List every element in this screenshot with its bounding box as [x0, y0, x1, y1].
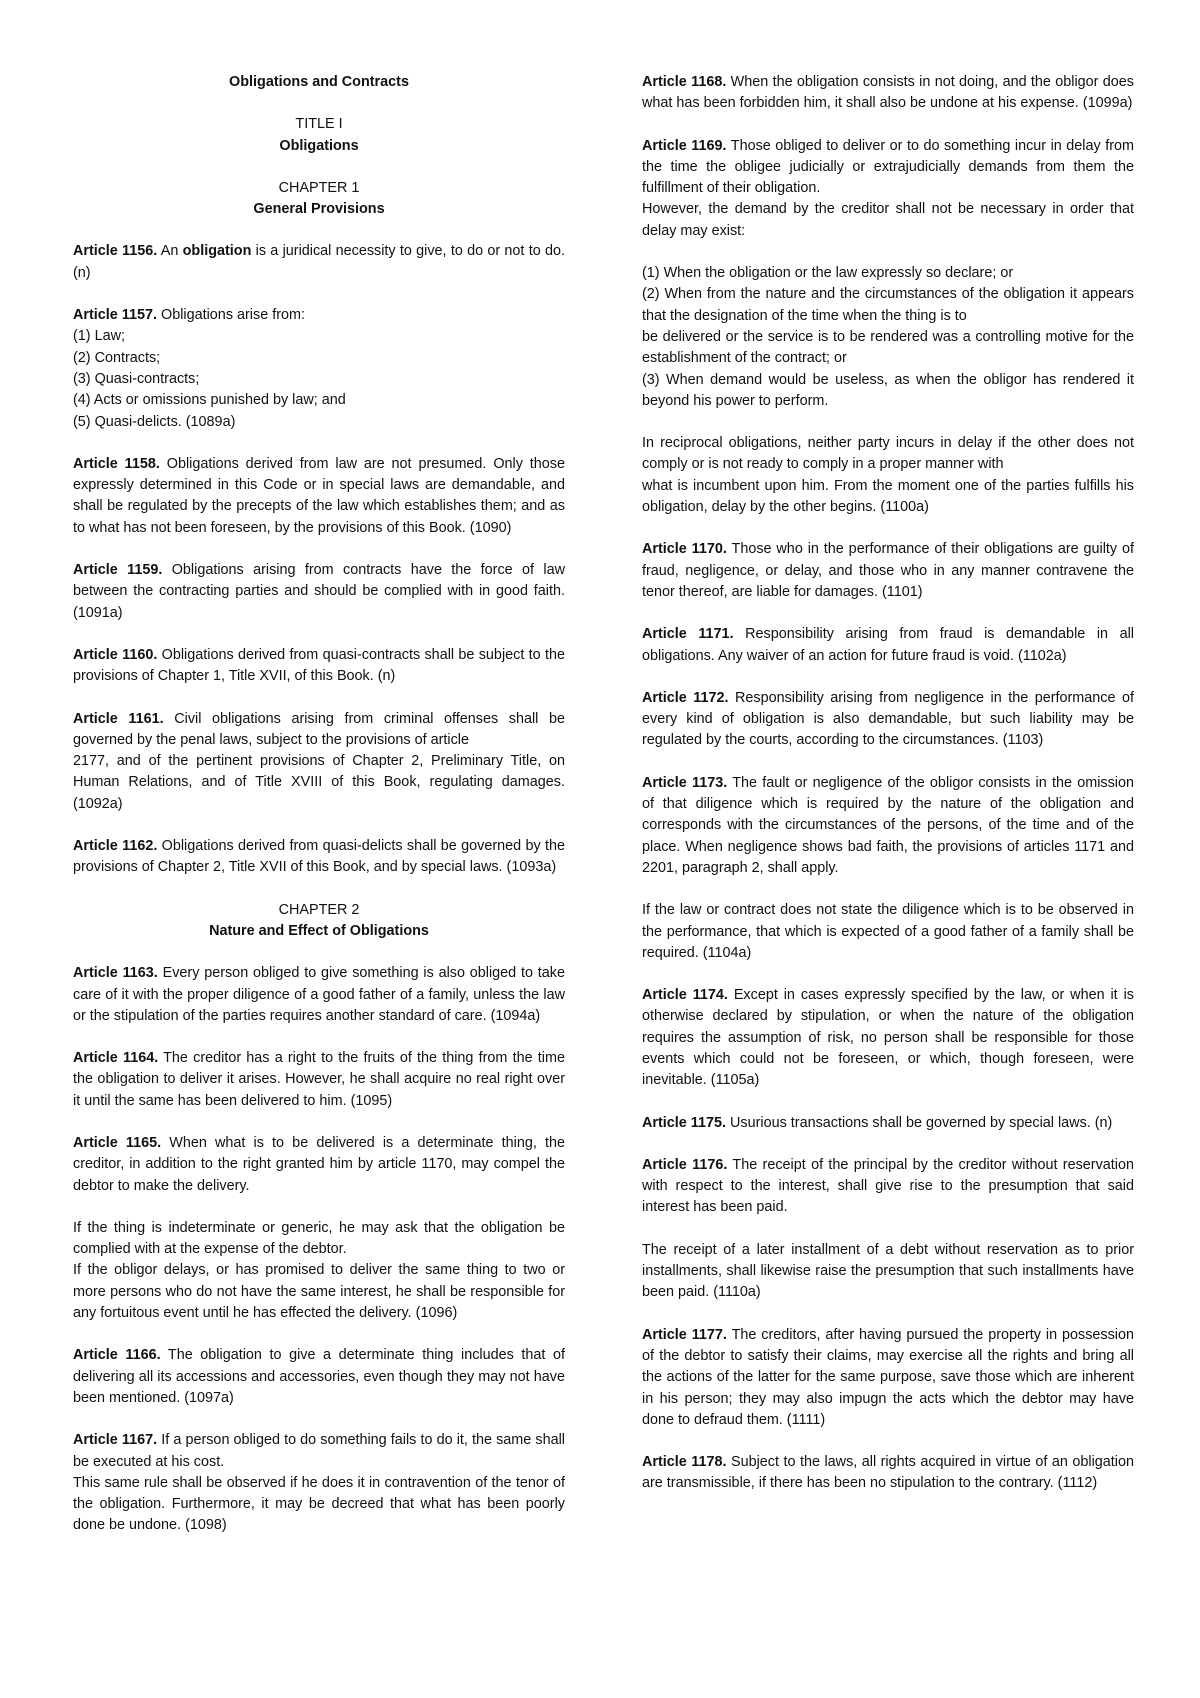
article-1172: Article 1172. Responsibility arising from negligence in the performance of every kind of obligation is also demandable, but such liability may be regulated by the courts, according to the circumstances. (1103)	[642, 689, 1134, 749]
article-1169: Article 1169. Those obliged to deliver or to do something incur in delay from the time the obligee judicially or extrajudicially demands from them the fulfillment of their obligation.	[642, 137, 1134, 197]
article-1173: Article 1173. The fault or negligence of the obligor consists in the omission of that diligence which is required by the nature of the obligation and corresponds with the circumstances of the persons, of the time and of the place. When negligence shows bad faith, the provisions of articles 1171 and 2201, paragraph 2, shall apply.	[642, 774, 1134, 876]
right-column	[642, 72, 1134, 1516]
article-1167: Article 1167. If a person obliged to do something fails to do it, the same shall be executed at his cost.	[73, 1432, 566, 1470]
list-item: (3) Quasi-contracts;	[73, 370, 200, 387]
article-1159: Article 1159. Obligations arising from contracts have the force of law between the contracting parties and should be complied with in good faith. (1091a)	[73, 562, 565, 621]
article-1165: Article 1165. When what is to be delivered is a determinate thing, the creditor, in addition to the right granted him by article 1170, may compel the debtor to make the delivery.	[73, 1134, 565, 1194]
chapter-1-label: CHAPTER 1	[278, 179, 360, 196]
article-1167-paragraph-2: This same rule shall be observed if he does it in contravention of the tenor of the obligation. Furthermore, it may be decreed that what has been poorly done be undone. (1098)	[73, 1474, 565, 1534]
chapter-1-heading	[73, 178, 565, 221]
article-1176-paragraph-2: The receipt of a later installment of a debt without reservation as to prior installments, shall likewise raise the presumption that such installments have been paid. (1110a)	[642, 1241, 1134, 1301]
document-header	[73, 72, 565, 93]
article-1177: Article 1177. The creditors, after having pursued the property in possession of the debtor to satisfy their claims, may exercise all the rights and bring all the actions of the latter for the same purpose, save those which are inherent in his person; they may also impugn the acts which the debtor may have done to defraud them. (1111)	[642, 1326, 1134, 1428]
article-1166: Article 1166. The obligation to give a determinate thing includes that of delivering all its accessions and accessories, even though they may not have been mentioned. (1097a)	[73, 1347, 565, 1406]
chapter-2-name: Nature and Effect of Obligations	[209, 922, 429, 939]
article-1161: Article 1161. Civil obligations arising from criminal offenses shall be governed by the penal laws, subject to the provisions of article 2177, and of the pertinent provisions of Chapter 2, Preliminary Title, on Human Relations, and of Title XVIII of this Book, regulating damages. (1092a)	[73, 710, 565, 812]
article-1178: Article 1178. Subject to the laws, all rights acquired in virtue of an obligation are transmissible, if there has been no stipulation to the contrary. (1112)	[642, 1454, 1134, 1492]
article-1171: Article 1171. Responsibility arising from fraud is demandable in all obligations. Any waiver of an action for future fraud is void. (1102a)	[642, 626, 1134, 664]
article-1168: Article 1168. When the obligation consists in not doing, and the obligor does what has been forbidden him, it shall also be undone at his expense. (1099a)	[642, 74, 1134, 112]
article-1169-paragraph-3: In reciprocal obligations, neither party incurs in delay if the other does not comply or is not ready to comply in a proper manner with what is incumbent upon him. From the moment one of the parties fulfills his obligation, delay by the other begins. (1100a)	[642, 435, 1134, 516]
chapter-2-heading	[73, 900, 565, 943]
article-1162: Article 1162. Obligations derived from quasi-delicts shall be governed by the provisions of Chapter 2, Title XVII of this Book, and by special laws. (1093a)	[73, 838, 565, 876]
article-1157: Article 1157. Obligations arise from: (1) Law; (2) Contracts; (3) Quasi-contracts; (4) Acts or omissions punished by law; and (5) Quasi-delicts. (1089a)	[73, 305, 565, 433]
article-1169-list	[642, 263, 1134, 412]
list-item-continued: be delivered or the service is to be rendered was a controlling motive for the establishment of the contract; or	[642, 328, 1134, 367]
article-1156: Article 1156. An obligation is a juridical necessity to give, to do or not to do. (n)	[73, 243, 565, 281]
article-1165-paragraph-3: If the obligor delays, or has promised to deliver the same thing to two or more persons who do not have the same interest, he shall be responsible for any fortuitous event until he has effected the delivery. (1096)	[73, 1262, 565, 1322]
list-item: (1) Law;	[73, 328, 125, 345]
chapter-1-name: General Provisions	[253, 201, 385, 218]
article-1163: Article 1163. Every person obliged to give something is also obliged to take care of it with the proper diligence of a good father of a family, unless the law or the stipulation of the parties requires another standard of care. (1094a)	[73, 965, 565, 1024]
document-title: Obligations and Contracts	[229, 74, 409, 90]
article-1160: Article 1160. Obligations derived from quasi-contracts shall be subject to the provisions of Chapter 1, Title XVII, of this Book. (n)	[73, 646, 565, 685]
article-1169-paragraph-2: However, the demand by the creditor shall not be necessary in order that delay may exist:	[642, 201, 1134, 239]
article-1175: Article 1175. Usurious transactions shall be governed by special laws. (n)	[642, 1114, 1113, 1131]
title-label: TITLE I	[295, 116, 343, 133]
title-heading	[73, 114, 565, 157]
article-1170: Article 1170. Those who in the performance of their obligations are guilty of fraud, negligence, or delay, and those who in any manner contravene the tenor thereof, are liable for damages. (1101)	[642, 541, 1134, 600]
article-1176: Article 1176. The receipt of the principal by the creditor without reservation with respect to the interest, shall give rise to the presumption that said interest has been paid.	[642, 1156, 1134, 1216]
chapter-2-label: CHAPTER 2	[278, 901, 360, 918]
title-name: Obligations	[279, 137, 359, 154]
list-item: (2) When from the nature and the circumstances of the obligation it appears that the designation of the time when the thing is to	[642, 286, 1134, 324]
list-item: (1) When the obligation or the law expressly so declare; or	[642, 265, 1014, 282]
article-1165-paragraph-2: If the thing is indeterminate or generic, he may ask that the obligation be complied with at the expense of the debtor.	[73, 1219, 565, 1258]
article-1173-paragraph-2: If the law or contract does not state the diligence which is to be observed in the performance, that which is expected of a good father of a family shall be required. (1104a)	[642, 902, 1134, 961]
list-item: (2) Contracts;	[73, 349, 161, 366]
list-item: (4) Acts or omissions punished by law; and	[73, 392, 346, 409]
list-item: (5) Quasi-delicts. (1089a)	[73, 413, 236, 430]
list-item: (3) When demand would be useless, as when the obligor has rendered it beyond his power to perform.	[642, 371, 1134, 409]
left-column	[73, 72, 565, 1558]
article-1174: Article 1174. Except in cases expressly specified by the law, or when it is otherwise declared by stipulation, or when the nature of the obligation requires the assumption of risk, no person shall be responsible for those events which could not be foreseen, or which, though foreseen, were inevitable. (1105a)	[642, 987, 1134, 1089]
article-1164: Article 1164. The creditor has a right to the fruits of the thing from the time the obligation to deliver it arises. However, he shall acquire no real right over it until the same has been delivered to him. (1095)	[73, 1050, 565, 1109]
article-1158: Article 1158. Obligations derived from law are not presumed. Only those expressly determined in this Code or in special laws are demandable, and shall be regulated by the precepts of the law which establishes them; and as to what has not been foreseen, by the provisions of this Book. (1090)	[73, 455, 565, 536]
